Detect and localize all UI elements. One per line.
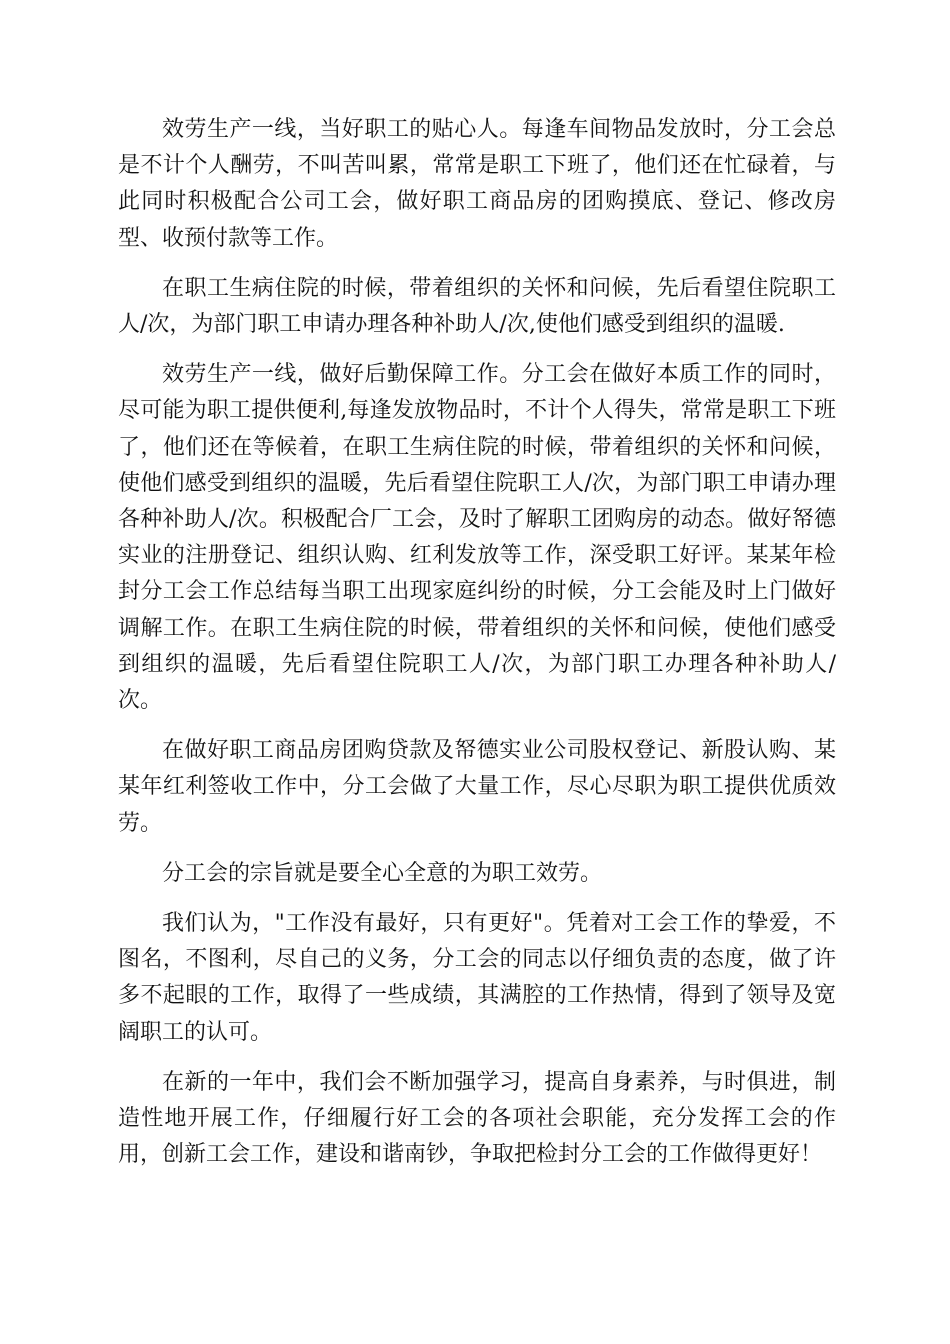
paragraph-frontline-service: 效劳生产一线，当好职工的贴心人。每逢车间物品发放时，分工会总是不计个人酬劳，不叫苦叫累，常常是职工下班了，他们还在忙碌着，与此同时积极配合公司工会，做好职工商品房的团购摸底、登记、修改房型、收预付款等工作。 (118, 117, 836, 251)
paragraph-logistics-support: 效劳生产一线，做好后勤保障工作。分工会在做好本质工作的同时，尽可能为职工提供便利,每逢发放物品时，不计个人得失，常常是职工下班了，他们还在等候着，在职工生病住院的时候，带着组织的关怀和问候，使他们感受到组织的温暖，先后看望住院职工人/次，为部门职工申请办理各种补助人/次。积极配合厂工会，及时了解职工团购房的动态。做好帑德实业的注册登记、组织认购、红利发放等工作，深受职工好评。某某年检封分工会工作总结每当职工出现家庭纠纷的时候，分工会能及时上门做好调解工作。在职工生病住院的时候，带着组织的关怀和问候，使他们感受到组织的温暖，先后看望住院职工人/次，为部门职工办理各种补助人/次。 (118, 362, 836, 714)
paragraph-new-year-plan: 在新的一年中，我们会不断加强学习，提高自身素养，与时俱进，制造性地开展工作，仔细履行好工会的各项社会职能，充分发挥工会的作用，创新工会工作，建设和谐南钞，争取把检封分工会的工作做得更好！ (118, 1069, 836, 1168)
paragraph-purpose: 分工会的宗旨就是要全心全意的为职工效劳。 (162, 860, 603, 886)
paragraph-housing-loans: 在做好职工商品房团购贷款及帑德实业公司股权登记、新股认购、某某年红利签收工作中，分工会做了大量工作，尽心尽职为职工提供优质效劳。 (118, 738, 836, 836)
paragraph-hospital-visits: 在职工生病住院的时候，带着组织的关怀和问候，先后看望住院职工人/次，为部门职工申请办理各种补助人/次,使他们感受到组织的温暖. (118, 275, 836, 338)
document-body (118, 112, 836, 1187)
paragraph-work-attitude: 我们认为，"工作没有最好，只有更好"。凭着对工会工作的挚爱，不图名，不图利，尽自己的义务，分工会的同志以仔细负责的态度，做了许多不起眼的工作，取得了一些成绩，其满腔的工作热情，得到了领导及宽阔职工的认可。 (118, 911, 836, 1045)
